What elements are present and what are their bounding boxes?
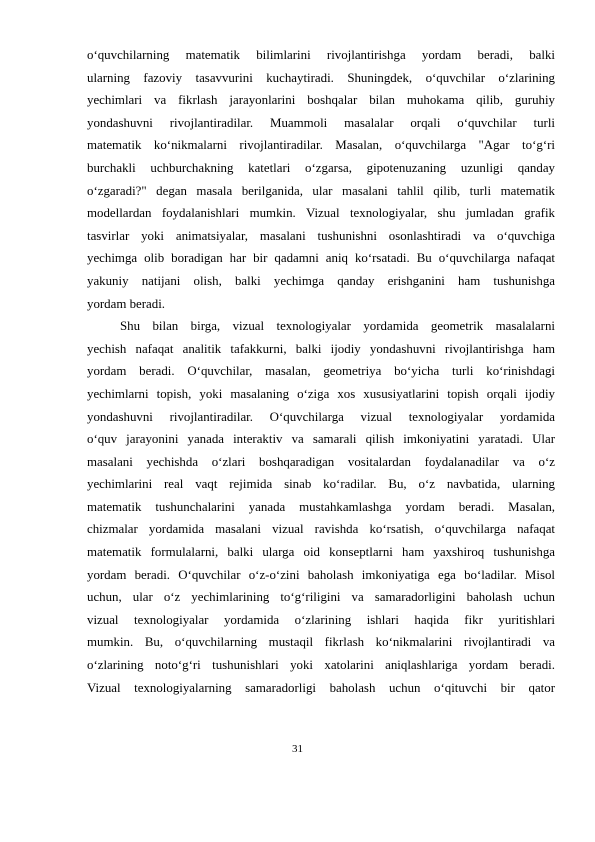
text-line: mumkin. Bu, o‘quvchilarning mustaqil fikrlash ko‘nikmalarini rivojlantiradi va — [87, 635, 555, 650]
body-text — [87, 44, 555, 699]
text-line: vizual texnologiyalar yordamida o‘zlarining ishlari haqida fikr yuritishlari — [87, 612, 555, 627]
text-line: tasvirlar yoki animatsiyalar, masalani tushunishni osonlashtiradi va o‘quvchiga — [87, 228, 555, 243]
text-line: burchakli uchburchakning katetlari o‘zgarsa, gipotenuzaning uzunligi qanday — [87, 160, 555, 175]
text-line: chizmalar yordamida masalani vizual ravishda ko‘rsatish, o‘quvchilarga nafaqat — [87, 522, 555, 537]
text-line: Shu bilan birga, vizual texnologiyalar yordamida geometrik masalalarni — [120, 319, 555, 334]
text-line: yondashuvni rivojlantiradilar. Muammoli masalalar orqali o‘quvchilar turli — [87, 115, 555, 130]
text-line: yechimlarini real vaqt rejimida sinab ko‘radilar. Bu, o‘z navbatida, ularning — [87, 477, 555, 492]
text-line: yechimga olib boradigan har bir qadamni aniq ko‘rsatadi. Bu o‘quvchilarga nafaqat — [87, 251, 555, 266]
text-line: matematik formulalarni, balki ularga oid konseptlarni ham yaxshiroq tushunishga — [87, 545, 555, 560]
text-line: matematik ko‘nikmalarni rivojlantiradilar. Masalan, o‘quvchilarga "Agar to‘g‘ri — [87, 138, 555, 153]
text-line: yordam beradi. — [87, 296, 166, 311]
text-line: matematik tushunchalarini yanada mustahkamlashga yordam beradi. Masalan, — [87, 499, 555, 514]
text-line: o‘zgaradi?" degan masala berilganida, ular masalani tahlil qilib, turli matematik — [87, 183, 555, 198]
text-line: uchun, ular o‘z yechimlarining to‘g‘riligini va samaradorligini baholash uchun — [87, 590, 555, 605]
text-line: yakuniy natijani olish, balki yechimga qanday erishganini ham tushunishga — [87, 273, 555, 288]
text-line: masalani yechishda o‘zlari boshqaradigan vositalardan foydalanadilar va o‘z — [87, 454, 555, 469]
text-line: o‘quv jarayonini yanada interaktiv va samarali qilish imkoniyatini yaratadi. Ular — [87, 432, 555, 447]
text-line: yechish nafaqat analitik tafakkurni, balki ijodiy yondashuvni rivojlantirishga ham — [87, 341, 555, 356]
text-line: yechimlarni topish, yoki masalaning o‘ziga xos xususiyatlarini topish orqali ijodiy — [87, 386, 555, 401]
text-line: yordam beradi. O‘quvchilar, masalan, geometriya bo‘yicha turli ko‘rinishdagi — [87, 364, 555, 379]
text-line: o‘zlarining noto‘g‘ri tushunishlari yoki xatolarini aniqlashlariga yordam beradi. — [87, 658, 555, 673]
page-number: 31 — [292, 743, 303, 755]
text-line: modellardan foydalanishlari mumkin. Vizual texnologiyalar, shu jumladan grafik — [87, 206, 555, 221]
text-line: yechimlari va fikrlash jarayonlarini boshqalar bilan muhokama qilib, guruhiy — [87, 93, 555, 108]
text-line: o‘quvchilarning matematik bilimlarini rivojlantirishga yordam beradi, balki — [87, 48, 555, 62]
text-line: ularning fazoviy tasavvurini kuchaytiradi. Shuningdek, o‘quvchilar o‘zlarining — [87, 70, 555, 85]
text-line: yordam beradi. O‘quvchilar o‘z-o‘zini baholash imkoniyatiga ega bo‘ladilar. Misol — [87, 567, 555, 582]
text-line: yondashuvni rivojlantiradilar. O‘quvchilarga vizual texnologiyalar yordamida — [87, 409, 555, 424]
text-line: Vizual texnologiyalarning samaradorligi baholash uchun o‘qituvchi bir qator — [87, 680, 555, 695]
